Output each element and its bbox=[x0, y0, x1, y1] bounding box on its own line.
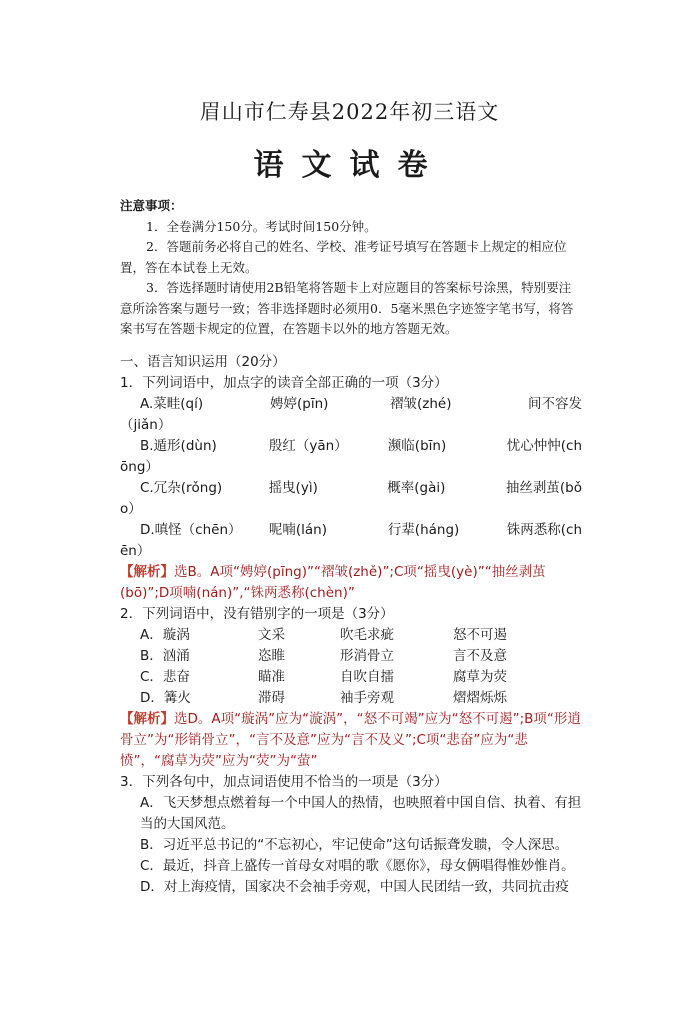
section1-heading: 一、语言知识运用（20分） bbox=[120, 354, 286, 370]
q1-b-2: 殷红（yān） bbox=[268, 438, 348, 454]
notes-item-2: 2．答题前务必将自己的姓名、学校、准考证号填写在答题卡上规定的相应位置，答在本试卷上无效。 bbox=[120, 239, 567, 275]
q2-c-1: C．悲奋 bbox=[140, 669, 190, 685]
q3-option-d: D．对上海疫情，国家决不会袖手旁观，中国人民团结一致，共同抗击疫 bbox=[140, 879, 569, 895]
q1-a-4: 间不容发 bbox=[528, 396, 582, 412]
q3-stem: 3．下列各句中，加点词语使用不恰当的一项是（3分） bbox=[120, 774, 448, 790]
section1 bbox=[120, 352, 582, 898]
q1-b-1: B.遁形(dùn) bbox=[140, 438, 217, 454]
q2-a-4: 怒不可遏 bbox=[453, 627, 507, 643]
q2-option-d bbox=[140, 688, 582, 709]
q1-stem: 1．下列词语中，加点字的读音全部正确的一项（3分） bbox=[120, 375, 448, 391]
q2-c-3: 自吹自擂 bbox=[340, 669, 394, 685]
q2-b-3: 形消骨立 bbox=[340, 648, 394, 664]
q1-d-2: 呢喃(lán) bbox=[268, 522, 327, 538]
q1-c-4: 抽丝剥茧(bǒ bbox=[505, 480, 583, 496]
q1-a-2: 娉婷(pīn) bbox=[270, 396, 329, 412]
q1-c-cont: o） bbox=[120, 501, 142, 517]
q1-option-a bbox=[140, 394, 582, 415]
q2-stem: 2．下列词语中，没有错别字的一项是（3分） bbox=[120, 606, 394, 622]
notes-section bbox=[120, 196, 580, 340]
q2-b-4: 言不及意 bbox=[453, 648, 507, 664]
q2-d-3: 袖手旁观 bbox=[340, 690, 394, 706]
q1-b-4: 忧心忡忡(ch bbox=[506, 438, 583, 454]
q3-option-c: C．最近，抖音上盛传一首母女对唱的歌《愿你》，母女俩唱得惟妙惟肖。 bbox=[140, 858, 575, 874]
q2-option-b bbox=[140, 646, 582, 667]
q2-a-1: A．璇涡 bbox=[140, 627, 190, 643]
q1-a-cont: （jiǎn） bbox=[120, 417, 172, 433]
q1-b-3: 濒临(bīn) bbox=[387, 438, 447, 454]
q1-option-c bbox=[140, 478, 582, 499]
q1-a-1: A.菜畦(qí) bbox=[140, 396, 204, 412]
q2-analysis-label: 【解析】 bbox=[120, 711, 174, 727]
q1-d-cont: ēn） bbox=[120, 543, 151, 559]
q2-c-4: 腐草为荧 bbox=[453, 669, 507, 685]
notes-item-3: 3．答选择题时请使用2B铅笔将答题卡上对应题目的答案标号涂黑，特别要注意所涂答案与题号一致；答非选择题时必须用0．5毫米黑色字迹签字笔书写，将答案书写在答题卡规定的位置，在答题卡以外的地方答题无效。 bbox=[120, 280, 574, 336]
exam-title-line1: 眉山市仁寿县2022年初三语文 bbox=[199, 100, 500, 124]
q2-b-2: 恣睢 bbox=[258, 648, 285, 664]
q1-c-3: 概率(gài) bbox=[387, 480, 446, 496]
q1-option-b bbox=[140, 436, 582, 457]
q3-option-a: A．飞天梦想点燃着每一个中国人的热情，也映照着中国自信、执着、有担当的大国风范。 bbox=[140, 795, 582, 832]
q2-a-3: 吹毛求疵 bbox=[340, 627, 394, 643]
q2-c-2: 瞄准 bbox=[258, 669, 285, 685]
q2-d-1: D．篝火 bbox=[140, 690, 191, 706]
q1-a-3: 褶皱(zhé) bbox=[390, 396, 452, 412]
exam-title-line2: 语文试卷 bbox=[253, 148, 446, 183]
q2-d-4: 熠熠烁烁 bbox=[453, 690, 507, 706]
notes-heading: 注意事项： bbox=[120, 198, 183, 213]
q2-analysis bbox=[120, 709, 582, 772]
q3-option-b: B．习近平总书记的“不忘初心，牢记使命”这句话振聋发聩，令人深思。 bbox=[140, 837, 569, 853]
q1-b-cont: ōng） bbox=[120, 459, 159, 475]
q2-option-c bbox=[140, 667, 582, 688]
q1-d-1: D.嗔怪（chēn） bbox=[140, 522, 242, 538]
q3 bbox=[120, 772, 582, 898]
q1-analysis-label: 【解析】 bbox=[120, 564, 174, 580]
q1-analysis bbox=[120, 562, 582, 604]
q2-b-1: B．汹涌 bbox=[140, 648, 190, 664]
q1-c-1: C.冗杂(rǒng) bbox=[140, 480, 223, 496]
q2-d-2: 滞碍 bbox=[258, 690, 285, 706]
q1-d-4: 铢两悉称(ch bbox=[506, 522, 583, 538]
q2-option-a bbox=[140, 625, 582, 646]
q1-c-2: 摇曳(yì) bbox=[268, 480, 318, 496]
q2-a-2: 文采 bbox=[258, 627, 285, 643]
notes-item-1: 1．全卷满分150分。考试时间150分钟。 bbox=[146, 218, 377, 234]
q2-analysis-text: 选D。A项“璇涡”应为“漩涡”，“怒不可竭”应为“怒不可遏”;B项“形逍骨立”为“形销骨立”，“言不及意”应为“言不及义”;C项“悲奋”应为“悲愤”，“腐草为荧”应为“荧”为“萤” bbox=[120, 711, 581, 769]
q1-option-d bbox=[140, 520, 582, 541]
q1-analysis-text: 选B。A项“娉婷(pīng)”“褶皱(zhě)”;C项“摇曳(yè)”“抽丝剥茧(bō)”;D项喃(nán)”,“铢两悉称(chèn)” bbox=[120, 564, 546, 601]
q1-d-3: 行辈(háng) bbox=[387, 522, 460, 538]
